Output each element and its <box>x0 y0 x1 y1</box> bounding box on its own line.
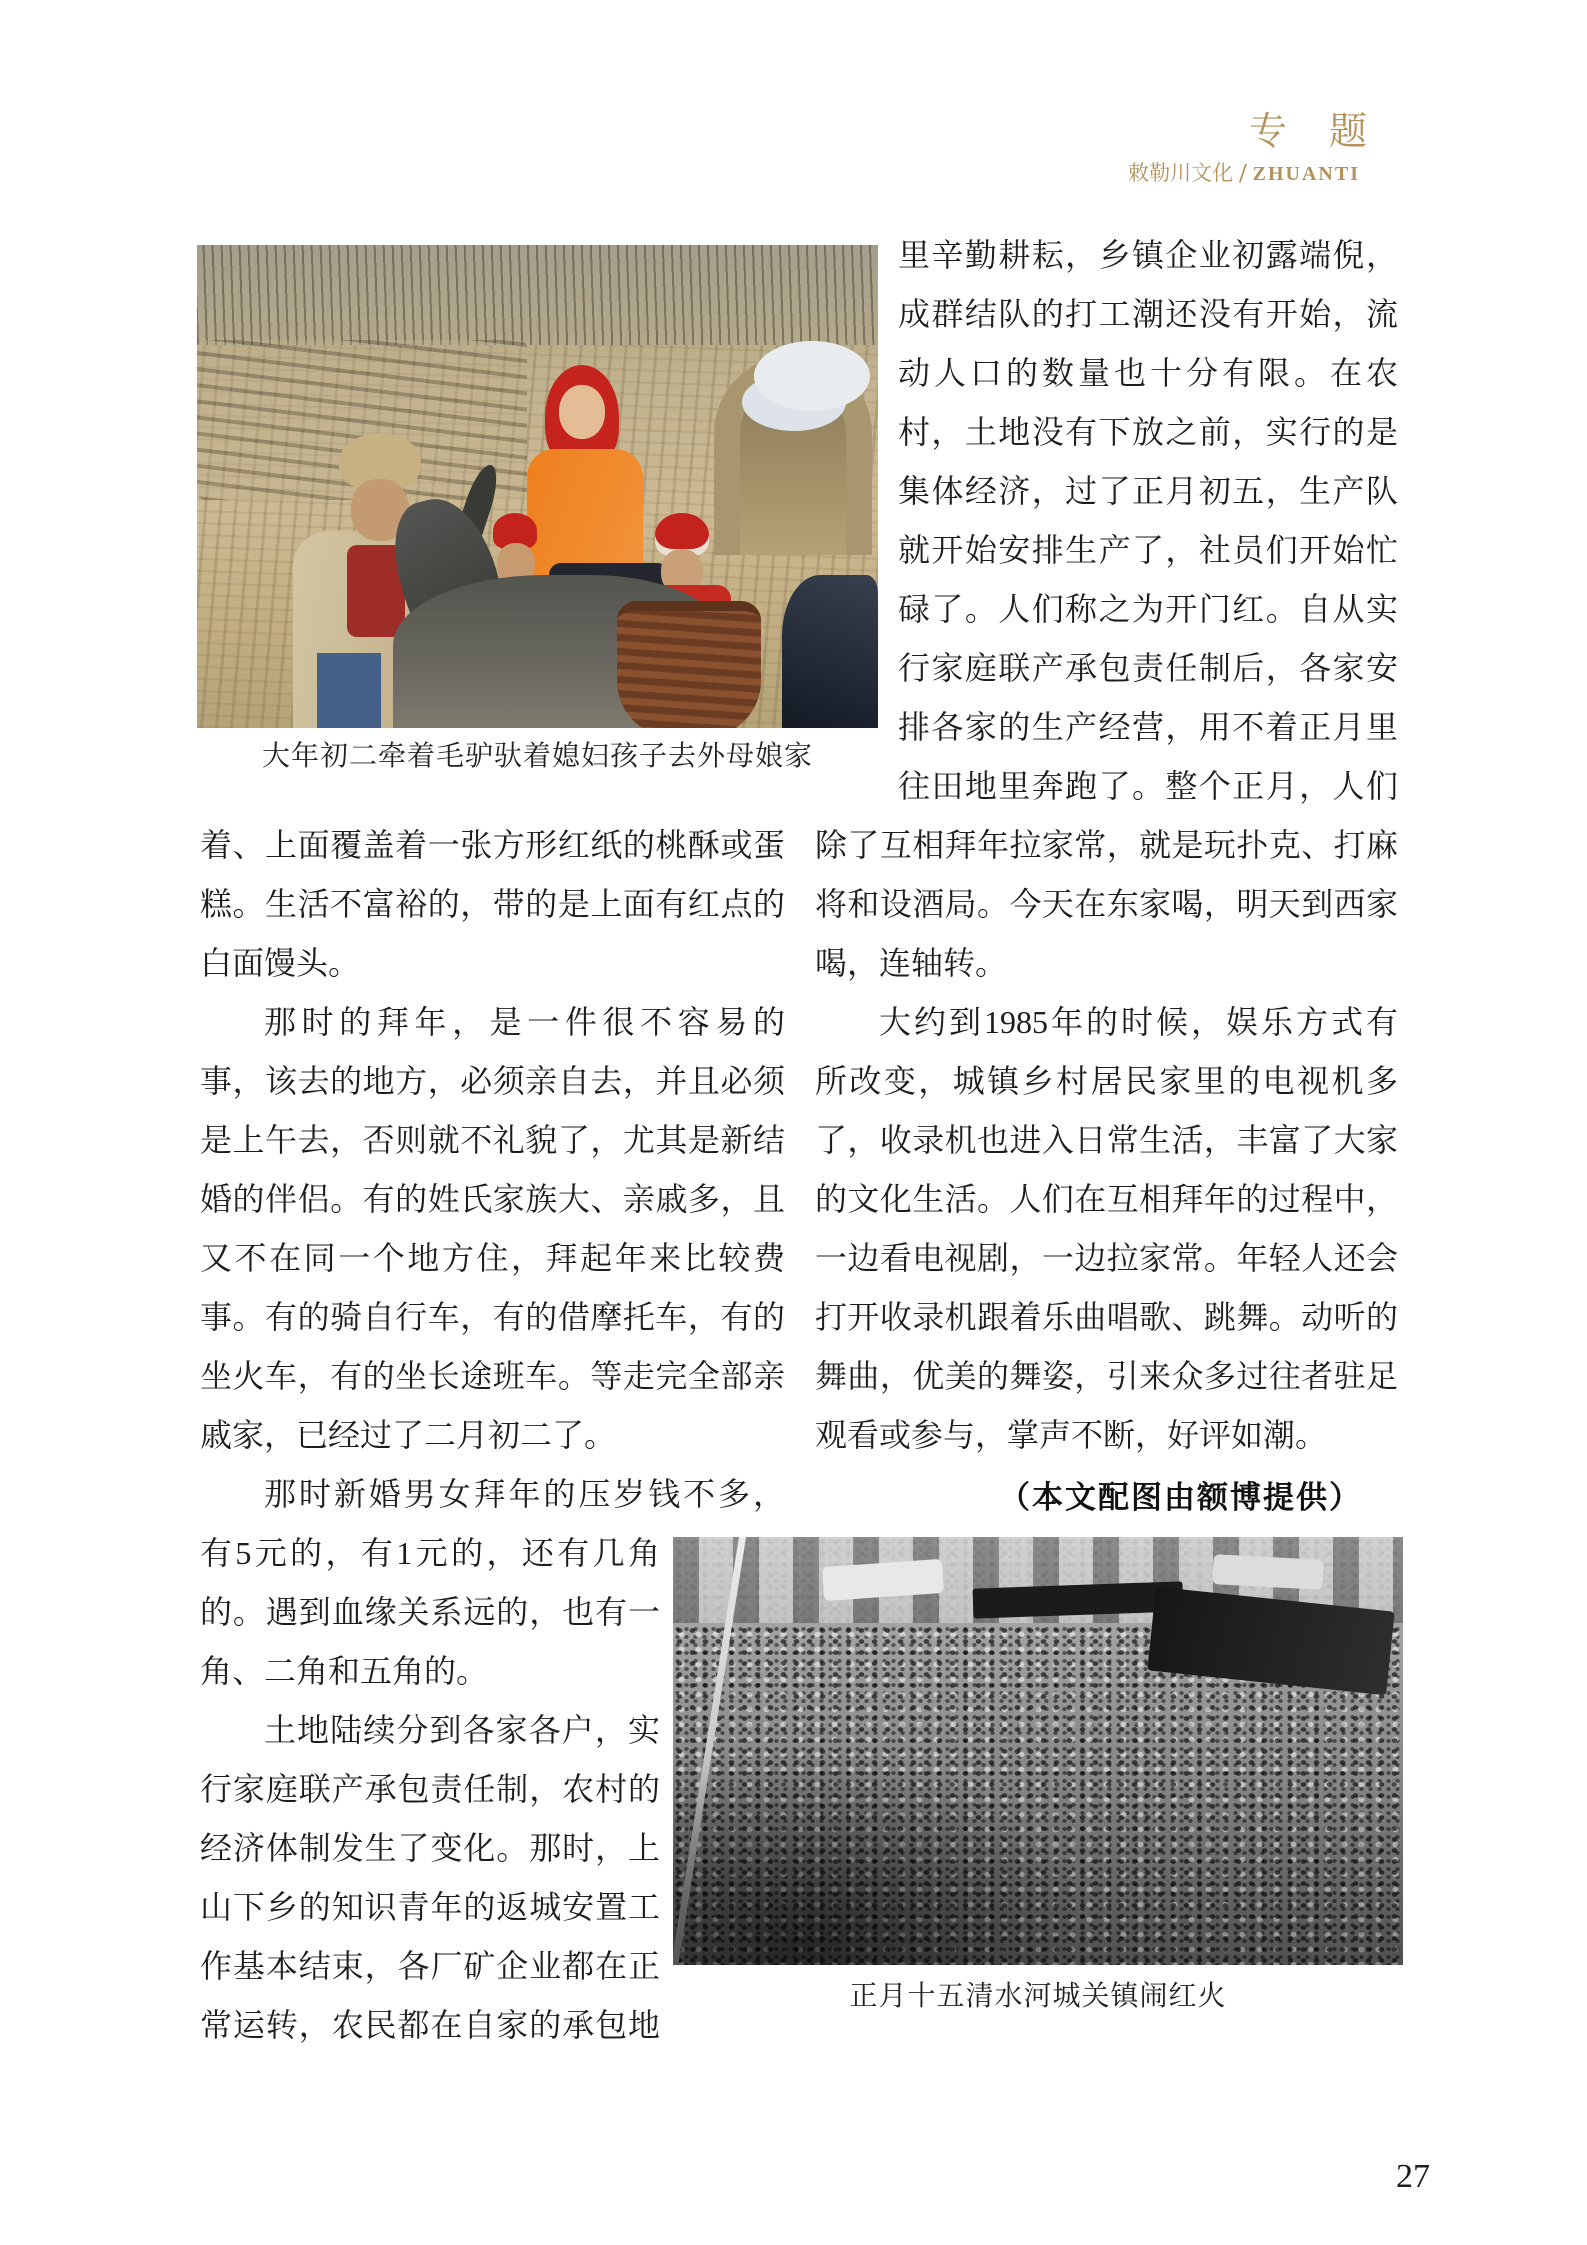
text-line: 坐火车，有的坐长途班车。等走完全部亲 <box>200 1358 785 1394</box>
text-line: 了，收录机也进入日常生活，丰富了大家 <box>815 1122 1398 1158</box>
text-line: 碌了。人们称之为开门红。自从实 <box>898 591 1398 627</box>
text-line: 事，该去的地方，必须亲自去，并且必须 <box>200 1063 785 1099</box>
text-line: 事。有的骑自行车，有的借摩托车，有的 <box>200 1299 785 1335</box>
text-line: 角、二角和五角的。 <box>200 1653 489 1689</box>
photo-credit-line: （本文配图由额博提供） <box>999 1480 1362 1515</box>
text-line: 婚的伴侣。有的姓氏家族大、亲戚多，且 <box>200 1181 785 1217</box>
photo-wicker-basket <box>617 601 761 728</box>
text-line: 那时的拜年，是一件很不容易的 <box>264 1004 785 1040</box>
page-section-subtitle <box>1128 156 1360 187</box>
text-line: 往田地里奔跑了。整个正月，人们 <box>898 768 1398 804</box>
text-line: 成群结队的打工潮还没有开始，流 <box>898 296 1398 332</box>
text-line: 山下乡的知识青年的返城安置工 <box>200 1889 660 1925</box>
text-line: 的文化生活。人们在互相拜年的过程中， <box>815 1181 1398 1217</box>
text-line: 行家庭联产承包责任制，农村的 <box>200 1771 660 1807</box>
text-line: 着、上面覆盖着一张方形红纸的桃酥或蛋 <box>200 827 785 863</box>
top-photo-family-donkey <box>197 245 878 728</box>
photo-snow-patch <box>754 341 870 411</box>
text-line: 动人口的数量也十分有限。在农 <box>898 355 1398 391</box>
text-line: 打开收录机跟着乐曲唱歌、跳舞。动听的 <box>815 1299 1398 1335</box>
left-column-upper <box>200 816 785 1524</box>
photo-man-blue-trousers <box>317 653 381 728</box>
text-line: 村，土地没有下放之前，实行的是 <box>898 414 1398 450</box>
text-line: 作基本结束，各厂矿企业都在正 <box>200 1948 660 1984</box>
subtitle-english: ZHUANTI <box>1252 163 1360 185</box>
text-line: 又不在同一个地方住，拜起年来比较费 <box>200 1240 785 1276</box>
photo-vignette <box>673 1537 1403 1965</box>
text-line: 戚家，已经过了二月初二了。 <box>200 1417 617 1453</box>
text-line: 大约到1985年的时候，娱乐方式有 <box>879 1004 1398 1040</box>
text-line: 常运转，农民都在自家的承包地 <box>200 2007 660 2043</box>
text-line: 是上午去，否则就不礼貌了，尤其是新结 <box>200 1122 785 1158</box>
text-line: 观看或参与，掌声不断，好评如潮。 <box>815 1417 1328 1453</box>
text-line: 那时新婚男女拜年的压岁钱不多， <box>264 1476 785 1512</box>
right-column-lower <box>815 816 1398 1465</box>
photo-dark-ice-pool <box>782 575 878 728</box>
slash-separator: / <box>1239 158 1247 188</box>
photo-woman-face <box>559 385 605 439</box>
text-line: 舞曲，优美的舞姿，引来众多过往者驻足 <box>815 1358 1398 1394</box>
text-line: 经济体制发生了变化。那时，上 <box>200 1830 660 1866</box>
bottom-photo-festival-crowd <box>673 1537 1403 1965</box>
text-line: 的。遇到血缘关系远的，也有一 <box>200 1594 660 1630</box>
text-line: 集体经济，过了正月初五，生产队 <box>898 473 1398 509</box>
text-line: 喝，连轴转。 <box>815 945 1008 981</box>
text-line: 糕。生活不富裕的，带的是上面有红点的 <box>200 886 785 922</box>
text-line: 有5元的，有1元的，还有几角 <box>200 1535 660 1571</box>
text-line: 除了互相拜年拉家常，就是玩扑克、打麻 <box>815 827 1398 863</box>
text-line: 排各家的生产经营，用不着正月里 <box>898 709 1398 745</box>
text-line: 里辛勤耕耘，乡镇企业初露端倪， <box>898 237 1398 273</box>
page-number: 27 <box>1396 2158 1430 2195</box>
text-line: 白面馒头。 <box>200 945 361 981</box>
text-line: 行家庭联产承包责任制后，各家安 <box>898 650 1398 686</box>
text-line: 土地陆续分到各家各户，实 <box>264 1712 660 1748</box>
text-line: 一边看电视剧，一边拉家常。年轻人还会 <box>815 1240 1398 1276</box>
page-section-title: 专 题 <box>1248 111 1369 153</box>
text-line: 所改变，城镇乡村居民家里的电视机多 <box>815 1063 1398 1099</box>
bottom-photo-caption: 正月十五清水河城关镇闹红火 <box>849 1981 1227 2012</box>
top-photo-caption: 大年初二牵着毛驴驮着媳妇孩子去外母娘家 <box>261 741 813 772</box>
text-line: 就开始安排生产了，社员们开始忙 <box>898 532 1398 568</box>
text-line: 将和设酒局。今天在东家喝，明天到西家 <box>815 886 1398 922</box>
right-column-upper <box>898 226 1398 816</box>
photo-trees-band <box>197 245 878 345</box>
subtitle-chinese: 敕勒川文化 <box>1128 161 1234 185</box>
left-column-lower <box>200 1524 660 2055</box>
